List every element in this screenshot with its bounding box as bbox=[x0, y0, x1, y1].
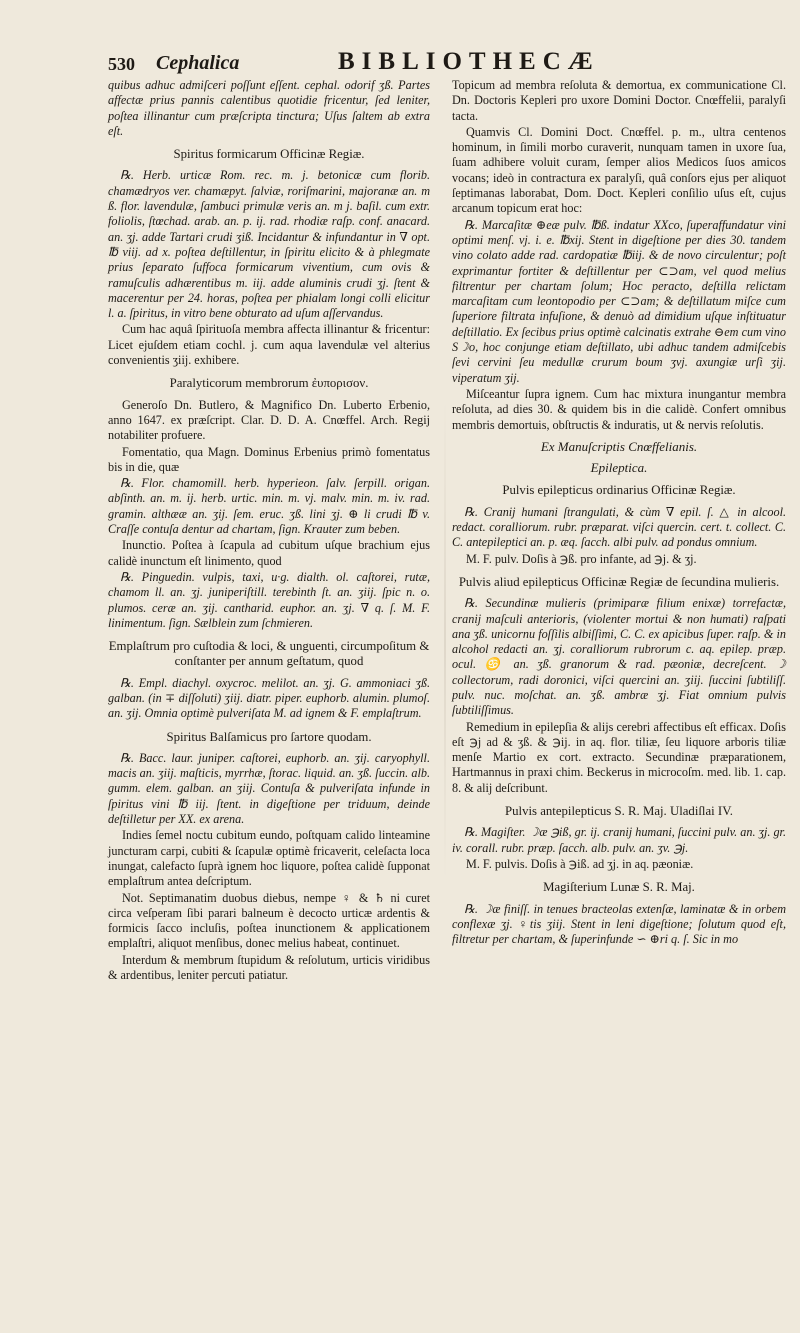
text-paragraph: Remedium in epilepſia & alijs cerebri affectibus eſt efficax. Doſis eſt ℈j ad & ʒß. & ℈ij. in aq. flor. tiliæ, ſeu liquore arboris tiliæ menſe Martio ex cort. extracto. Secundinæ præparationem, Hartmannus in praxi chim. Beckerus in microcoſm. med. lib. 1. cap. 8. & alij deſcribunt. bbox=[452, 719, 786, 795]
text-paragraph: Inunctio. Poſtea à ſcapula ad cubitum uſque brachium ejus calidè inunctum eſt linimento, quod bbox=[108, 538, 430, 568]
text-paragraph: M. F. pulv. Doſis à ℈ß. pro infante, ad ℈j. & ʒj. bbox=[466, 551, 697, 566]
text-paragraph: Miſceantur ſupra ignem. Cum hac mixtura inungantur membra reſoluta, ad dies 30. & quidem bis in die calidè. Confert omnibus membris demortuis, obſtructis & induratis, ut & nervis reſolutis. bbox=[452, 386, 786, 432]
text-paragraph: Indies ſemel noctu cubitum eundo, poſtquam calido linteamine juncturam carpi, cubiti & ſcapulæ optimè fricaverit, celeſacta loca inungat, calefacto ſuprà ignem hoc liquore, poſtea calidè ſupponat emplaſtrum antea deſcriptum. bbox=[108, 828, 430, 889]
recipe-paragraph: ℞. Flor. chamomill. herb. hyperieon. ſalv. ſerpill. origan. abſinth. an. m. ij. herb. urtic. min. m. vj. malv. min. m. iv. rad. gramin. althææ an. ʒij. ſem. eruc. ʒß. lini ʒj. ⊕ li crudi ℔ v. Craſſe contuſa dentur ad chartam, ſign. Krauter zum beben. bbox=[108, 476, 430, 537]
text-paragraph: Cum hac aquâ ſpirituoſa membra affecta illinantur & fricentur: Licet ejuſdem etiam cochl. j. cum aqua lavendulæ vel alterius convenientis ʒiij. exhibere. bbox=[108, 322, 430, 368]
recipe-paragraph: ℞. Marcaſitæ ⊕eæ pulv. ℔ß. indatur XXco, ſuperaffundatur vini optimi menſ. vj. i. e. ℔xij. Stent in digeſtione per dies 30. tandem vino colato adde rad. cardopatiæ ℔iij. & de novo circulentur; poſt exprimantur fortiter & deſtillentur per ⊂⊃am, vel quod melius filtrentur per chartam ſolum; Hoc peracto, deſtilla relictam marcaſitam cum leontopodio per ⊂⊃am; & deſtillatum miſce cum ſuperiore filtrata infuſione, & denuò ad dimidium uſque inſtituatur deſtillatio. Ex ſecibus prius optimè calcinatis extrahe ⊖em cum vino S☽o, hoc conjunge etiam deſtillato, ubi adhuc tandem admiſcebis ſevi cervini ſeu medullæ crurum boum ʒvj. axungiæ urſi ʒij. viperatum ʒij. bbox=[452, 217, 786, 385]
section-heading: Spiritus Balſamicus pro ſartore quodam. bbox=[166, 729, 372, 744]
section-heading: Emplaſtrum pro cuſtodia & loci, & unguenti, circumpoſitum & conſtanter per annum geſtatum, quod bbox=[108, 639, 430, 669]
left-column bbox=[108, 78, 430, 984]
section-heading: Ex Manuſcriptis Cnœffelianis. bbox=[540, 438, 698, 454]
section-heading: Pulvis antepilepticus S. R. Maj. Uladiſlai IV. bbox=[505, 804, 733, 819]
running-title: Cephalica bbox=[156, 52, 240, 74]
text-paragraph: Interdum & membrum ſtupidum & reſolutum, urticis viridibus & ardentibus, leniter percuti patiatur. bbox=[108, 952, 430, 983]
running-header bbox=[108, 48, 764, 76]
section-heading: Magiſterium Lunæ S. R. Maj. bbox=[543, 880, 695, 895]
recipe-paragraph: ℞. ☽æ finiſſ. in tenues bracteolas extenſæ, laminatæ & in orbem conflexæ ʒj. ♀tis ʒiij. Stent in leni digeſtione; ſolutum quod eſt, filtretur per chartam, & ſuperinfunde ∽ ⊕ri q. ſ. Sic in mo bbox=[452, 901, 786, 947]
recipe-paragraph: ℞. Secundinæ mulieris (primiparæ filium enixæ) torrefactæ, cranij maſculi anterioris, (violenter mortui & non humati) raſpati ana ʒß. unicornu foſſilis albiſſimi, C. C. ex apicibus ſuper. raſp. & in alcohol redacti an. ʒj. coralliorum rubrorum c. aq. epilep. præp. ocul. ♋ an. ʒß. granorum & rad. pæoniæ, decreſcent. ☽ collectorum, radi doronici, viſci quercini an. ʒiij. ſuccini ſubtiliſſ. pulv. nuc. moſchat. an. ʒß. ambræ ʒj. Fiat omnium pulvis ſubtiliſſimus. bbox=[452, 596, 786, 718]
section-heading: Spiritus formicarum Officinæ Regiæ. bbox=[173, 147, 365, 162]
text-paragraph: Quamvis Cl. Domini Doct. Cnœffel. p. m., ultra centenos hominum, in ſimili morbo curaverit, nunquam tamen in uxore ſua, ſuam adhibere voluit curam, ſemper alios Medicos ſuos amicos vocans; ideò in contractura ex paralyſi, quâ conſors ejus per aliquot ſeptimanas laborabat, Dom. Doct. Kepleri conſilio uſus eſt, cujus arcanum topicum erat hoc: bbox=[452, 124, 786, 216]
text-paragraph: Fomentatio, qua Magn. Dominus Erbenius primò fomentatus bis in die, quæ bbox=[108, 444, 430, 474]
section-heading: Paralyticorum membrorum ἐυπορισον. bbox=[169, 376, 369, 391]
text-paragraph: Generoſo Dn. Butlero, & Magnifico Dn. Luberto Erbenio, anno 1647. ex præſcript. Clar. D. D. A. Cnœffel. Arch. Regij notabiliter profuere. bbox=[108, 397, 430, 443]
column-gutter bbox=[444, 400, 446, 880]
section-heading: Pulvis epilepticus ordinarius Officinæ Regiæ. bbox=[502, 483, 736, 498]
text-paragraph: Topicum ad membra reſoluta & demortua, ex communicatione Cl. Dn. Doctoris Kepleri pro uxore Domini Doctor. Cnœffelii, paralyſi tacta. bbox=[452, 78, 786, 123]
text-paragraph: M. F. pulvis. Doſis à ℈iß. ad ʒj. in aq. pæoniæ. bbox=[466, 856, 694, 871]
recipe-paragraph: ℞. Bacc. laur. juniper. caſtorei, euphorb. an. ʒij. caryophyll. macis an. ʒiij. maſticis, myrrhæ, ſtorac. liquid. an. ʒß. ſuccin. alb. gumm. elem. galban. an ʒiij. Contuſa & pulveriſata infunde in ſpiritus vini ℔ iij. ſtent. in digeſtione per triduum, deinde deſtilletur per XX. ex arena. bbox=[108, 750, 430, 827]
recipe-paragraph: ℞. Pinguedin. vulpis, taxi, u·g. dialth. ol. caſtorei, rutæ, chamom ll. an. ʒj. juniperiſtill. terebinth ſt. an. ʒiij. ſpic n. o. plumos. ceræ an. ʒij. cantharid. euphor. an. ʒj. ∇ q. ſ. M. F. linimentum. ſign. Sælblein zum ſchmieren. bbox=[108, 569, 430, 630]
recipe-paragraph: ℞. Empl. diachyl. oxycroc. melilot. an. ʒj. G. ammoniaci ʒß. galban. (in ∓ diſſoluti) ʒiij. diatr. piper. euphorb. alumin. plumoſ. an. ʒij. Omnia optimè pulveriſata M. ad ignem & F. emplaſtrum. bbox=[108, 675, 430, 721]
section-heading: Epileptica. bbox=[590, 460, 648, 476]
page-number: 530 bbox=[108, 54, 135, 74]
right-column bbox=[452, 78, 786, 948]
recipe-paragraph: ℞. Cranij humani ſtrangulati, & cùm ∇ epil. ſ. △ in alcool. redact. coralliorum. rubr. præparat. viſci quercin. cert. t. collect. C. C. antepileptici an. p. æq. ſacch. albi pulv. ad pondus omnium. bbox=[452, 504, 786, 550]
library-title: BIBLIOTHECÆ bbox=[338, 48, 600, 75]
text-paragraph: quibus adhuc admiſceri poſſunt eſſent. cephal. odorif ʒß. Partes affectæ prius pannis calentibus quotidie fricentur, ſed leniter, poſtea illinantur cum præſcripta tinctura; Uſus ſaltem ab extra eſt. bbox=[108, 78, 430, 138]
recipe-paragraph: ℞. Magiſter. ☽æ ℈iß, gr. ij. cranij humani, ſuccini pulv. an. ʒj. gr. iv. corall. rubr. præp. ſacch. alb. pulv. an. ʒv. ℈j. bbox=[452, 825, 786, 855]
recipe-paragraph: ℞. Herb. urticæ Rom. rec. m. j. betonicæ cum florib. chamædryos ver. chamæpyt. ſalviæ, roriſmarini, majoranæ an. m ß. flor. lavendulæ, ſambuci primulæ veris an. m j. baſil. cum extr. foliolis, ſtœchad. arab. an. p. ij. rad. rhodiæ raſp. conf. anacard. an. ʒj. adde Tartari crudi ʒiß. Incidantur & infundantur in ∇ opt. ℔ viij. ad x. poſtea deſtillentur, in ſpiritu elicito & à phlegmate prius ſeparato ſuffoca formicarum viventium, cum ovis & ramuſculis adhærentibus m. iij. adde aluminis crudi ʒj. ſtent & macerentur per 24. horas, poſtea per phialam longi colli elicitur l. a. ſpiritus, in vitro bene obturato ad uſum aſſervandus. bbox=[108, 168, 430, 321]
text-paragraph: Not. Septimanatim duobus diebus, nempe ♀ & ♄ ni curet circa veſperam ſibi parari balneum è decocto urticæ ardentis & formicis ſacco incluſis, poſtea inunctionem & applicationem emplaſtri, aliquot menſibus, donec melius habeat, continuet. bbox=[108, 890, 430, 951]
section-heading: Pulvis aliud epilepticus Officinæ Regiæ de ſecundina mulieris. bbox=[458, 574, 780, 589]
